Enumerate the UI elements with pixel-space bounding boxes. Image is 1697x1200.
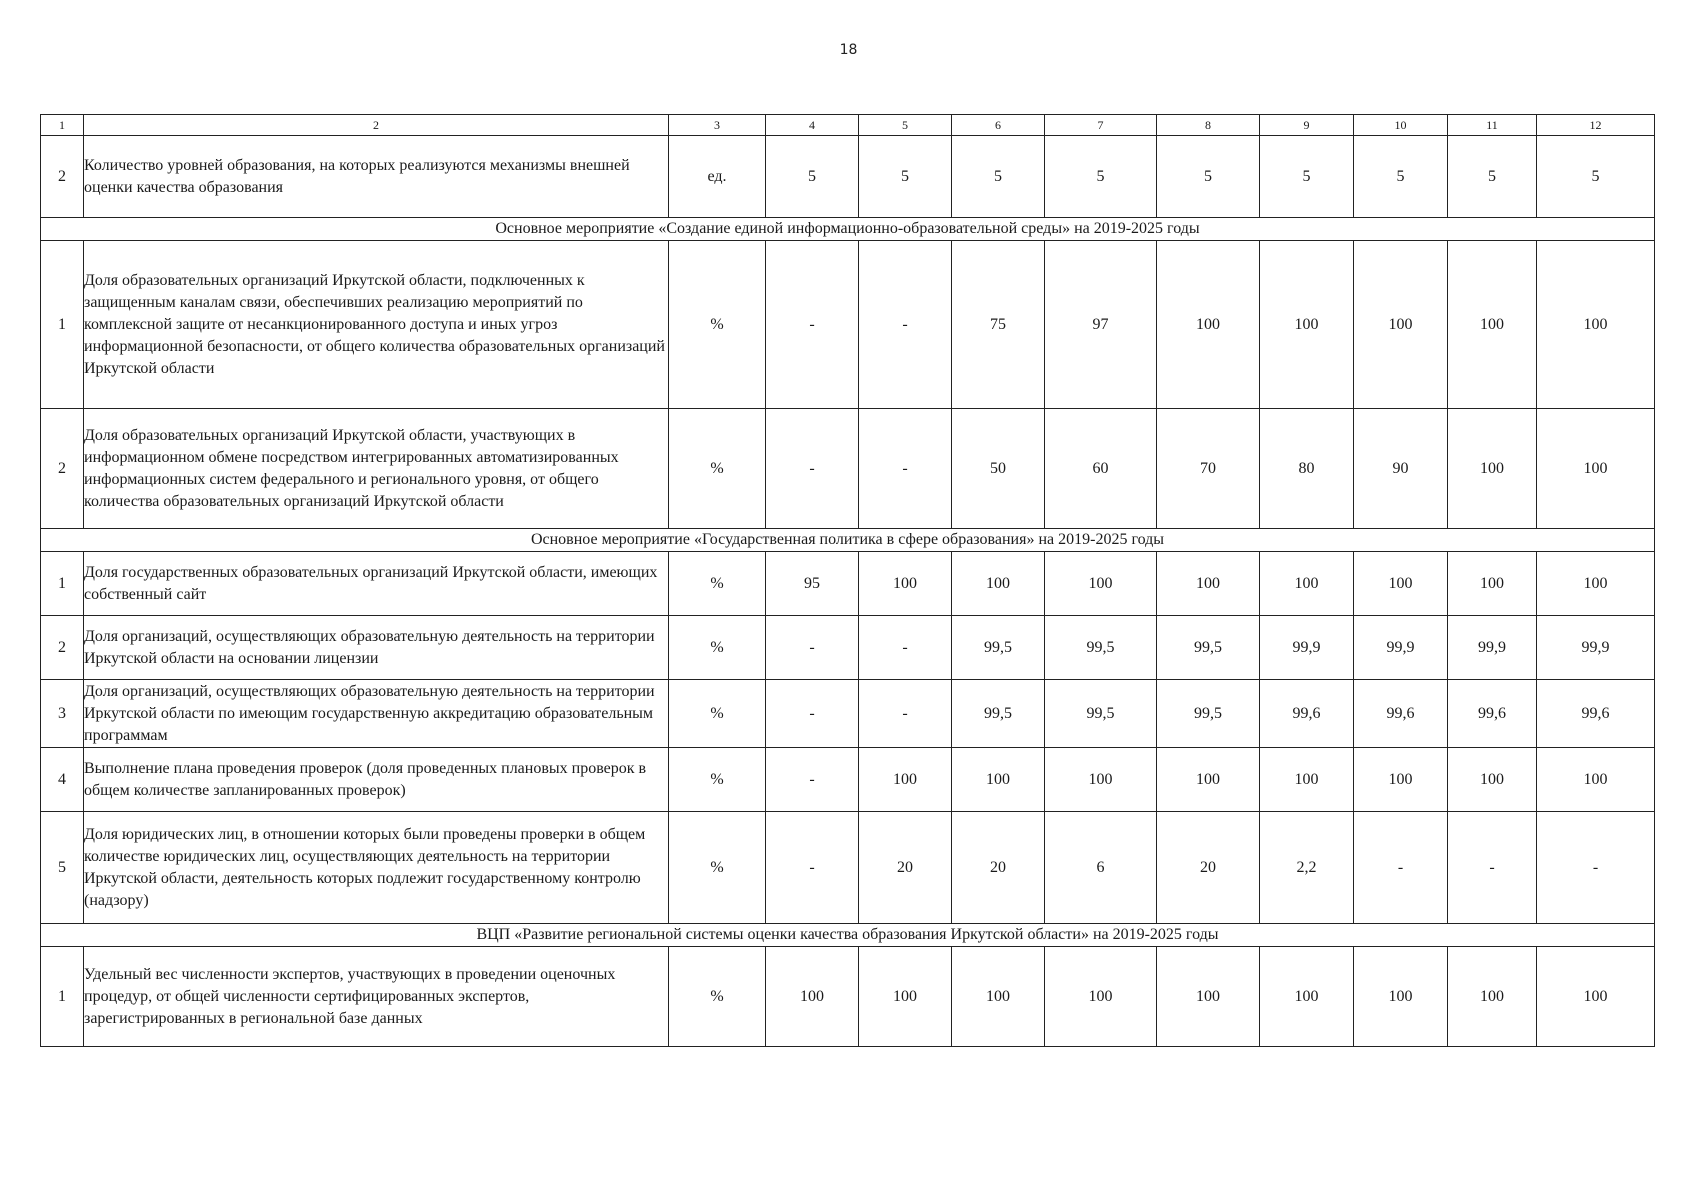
table-row xyxy=(41,947,1655,1047)
unit-of-measure: % xyxy=(669,947,766,1047)
indicator-name: Доля организаций, осуществляющих образовательную деятельность на территории Иркутской области на основании лицензии xyxy=(84,616,669,680)
unit-of-measure: % xyxy=(669,680,766,748)
indicator-value: 99,5 xyxy=(1157,680,1260,748)
indicator-value: 97 xyxy=(1045,241,1157,409)
page-number: 18 xyxy=(839,42,858,58)
section-heading-row xyxy=(41,924,1655,947)
unit-of-measure: ед. xyxy=(669,136,766,218)
indicator-value: 99,5 xyxy=(1045,680,1157,748)
table-row xyxy=(41,680,1655,748)
indicator-value: 100 xyxy=(952,552,1045,616)
indicator-value: 50 xyxy=(952,409,1045,529)
indicator-value: 6 xyxy=(1045,812,1157,924)
table-row xyxy=(41,616,1655,680)
indicator-value: 75 xyxy=(952,241,1045,409)
indicator-value: - xyxy=(766,616,859,680)
column-number: 4 xyxy=(766,115,859,136)
indicator-value: 5 xyxy=(1354,136,1448,218)
unit-of-measure: % xyxy=(669,616,766,680)
indicator-value: 100 xyxy=(1354,748,1448,812)
indicator-value: 100 xyxy=(1260,552,1354,616)
indicator-value: 100 xyxy=(1354,947,1448,1047)
indicator-value: 100 xyxy=(859,552,952,616)
indicator-value: 100 xyxy=(859,947,952,1047)
indicator-value: 99,9 xyxy=(1260,616,1354,680)
table-row xyxy=(41,552,1655,616)
row-number: 4 xyxy=(41,748,84,812)
indicator-name: Доля организаций, осуществляющих образовательную деятельность на территории Иркутской области по имеющим государственную аккредитацию образовательным программам xyxy=(84,680,669,748)
row-number: 1 xyxy=(41,241,84,409)
row-number: 2 xyxy=(41,409,84,529)
column-number: 2 xyxy=(84,115,669,136)
section-heading-row xyxy=(41,529,1655,552)
indicator-value: 5 xyxy=(1045,136,1157,218)
indicator-value: 100 xyxy=(1448,241,1537,409)
unit-of-measure: % xyxy=(669,241,766,409)
indicator-value: 5 xyxy=(952,136,1045,218)
unit-of-measure: % xyxy=(669,552,766,616)
row-number: 1 xyxy=(41,947,84,1047)
indicator-value: 100 xyxy=(1448,409,1537,529)
column-number: 3 xyxy=(669,115,766,136)
indicator-value: 95 xyxy=(766,552,859,616)
indicator-value: - xyxy=(766,680,859,748)
section-heading: Основное мероприятие «Создание единой информационно-образовательной среды» на 2019-2025 годы xyxy=(41,218,1655,241)
indicator-value: 5 xyxy=(1157,136,1260,218)
indicator-value: 99,6 xyxy=(1537,680,1655,748)
indicator-value: 100 xyxy=(1260,947,1354,1047)
indicator-name: Количество уровней образования, на которых реализуются механизмы внешней оценки качества образования xyxy=(84,136,669,218)
indicator-value: 99,9 xyxy=(1537,616,1655,680)
indicator-value: 100 xyxy=(952,748,1045,812)
column-number: 8 xyxy=(1157,115,1260,136)
column-number: 10 xyxy=(1354,115,1448,136)
indicator-value: 100 xyxy=(1448,947,1537,1047)
row-number: 2 xyxy=(41,616,84,680)
row-number: 2 xyxy=(41,136,84,218)
table-row xyxy=(41,241,1655,409)
indicator-value: 100 xyxy=(1045,947,1157,1047)
indicator-value: 100 xyxy=(1045,552,1157,616)
indicator-value: 100 xyxy=(1354,552,1448,616)
column-number: 5 xyxy=(859,115,952,136)
indicator-value: 100 xyxy=(1157,552,1260,616)
indicator-value: 100 xyxy=(1045,748,1157,812)
indicator-value: 99,5 xyxy=(1157,616,1260,680)
indicator-name: Доля государственных образовательных организаций Иркутской области, имеющих собственный сайт xyxy=(84,552,669,616)
indicator-value: 100 xyxy=(1537,409,1655,529)
indicator-value: 100 xyxy=(1448,552,1537,616)
indicator-value: 100 xyxy=(1157,947,1260,1047)
indicator-value: 100 xyxy=(1537,947,1655,1047)
indicator-value: - xyxy=(1448,812,1537,924)
indicator-value: 100 xyxy=(1448,748,1537,812)
indicator-value: 100 xyxy=(1537,241,1655,409)
column-number: 12 xyxy=(1537,115,1655,136)
column-number: 7 xyxy=(1045,115,1157,136)
indicator-value: - xyxy=(766,812,859,924)
row-number: 5 xyxy=(41,812,84,924)
table-row xyxy=(41,136,1655,218)
indicator-value: 100 xyxy=(1354,241,1448,409)
indicator-name: Доля образовательных организаций Иркутской области, подключенных к защищенным каналам связи, обеспечивших реализацию мероприятий по комплексной защите от несанкционированного доступа и иных угроз информационной безопасности, от общего количества образовательных организаций Иркутской области xyxy=(84,241,669,409)
indicator-value: 100 xyxy=(766,947,859,1047)
unit-of-measure: % xyxy=(669,748,766,812)
table-row xyxy=(41,812,1655,924)
indicator-value: - xyxy=(859,409,952,529)
indicator-value: 100 xyxy=(1260,748,1354,812)
indicator-value: 100 xyxy=(952,947,1045,1047)
indicator-value: - xyxy=(766,241,859,409)
indicator-value: - xyxy=(859,241,952,409)
indicator-value: - xyxy=(1354,812,1448,924)
indicator-name: Доля образовательных организаций Иркутской области, участвующих в информационном обмене посредством интегрированных автоматизированных информационных систем федерального и регионального уровня, от общего количества образовательных организаций Иркутской области xyxy=(84,409,669,529)
unit-of-measure: % xyxy=(669,812,766,924)
column-number: 1 xyxy=(41,115,84,136)
indicator-value: 100 xyxy=(1537,552,1655,616)
indicator-value: 100 xyxy=(1260,241,1354,409)
indicator-value: 60 xyxy=(1045,409,1157,529)
section-heading: Основное мероприятие «Государственная политика в сфере образования» на 2019-2025 годы xyxy=(41,529,1655,552)
column-number: 9 xyxy=(1260,115,1354,136)
indicator-value: 100 xyxy=(859,748,952,812)
column-number: 6 xyxy=(952,115,1045,136)
row-number: 1 xyxy=(41,552,84,616)
indicator-name: Удельный вес численности экспертов, участвующих в проведении оценочных процедур, от общей численности сертифицированных экспертов, зарегистрированных в региональной базе данных xyxy=(84,947,669,1047)
indicator-value: 99,5 xyxy=(952,680,1045,748)
column-number-row xyxy=(41,115,1655,136)
indicator-value: 99,5 xyxy=(952,616,1045,680)
indicator-value: 5 xyxy=(1448,136,1537,218)
indicator-value: 20 xyxy=(859,812,952,924)
indicator-value: 99,9 xyxy=(1354,616,1448,680)
indicator-value: 100 xyxy=(1157,748,1260,812)
indicator-value: 99,6 xyxy=(1448,680,1537,748)
indicator-value: - xyxy=(859,680,952,748)
indicator-value: 99,9 xyxy=(1448,616,1537,680)
indicator-value: 5 xyxy=(1537,136,1655,218)
indicator-value: 70 xyxy=(1157,409,1260,529)
row-number: 3 xyxy=(41,680,84,748)
indicator-value: - xyxy=(766,748,859,812)
indicator-value: - xyxy=(1537,812,1655,924)
indicator-value: 99,6 xyxy=(1354,680,1448,748)
indicator-value: 80 xyxy=(1260,409,1354,529)
indicator-value: 20 xyxy=(952,812,1045,924)
indicator-value: 99,5 xyxy=(1045,616,1157,680)
section-heading: ВЦП «Развитие региональной системы оценки качества образования Иркутской области» на 2019-2025 годы xyxy=(41,924,1655,947)
unit-of-measure: % xyxy=(669,409,766,529)
indicator-value: 2,2 xyxy=(1260,812,1354,924)
indicator-value: 100 xyxy=(1537,748,1655,812)
indicator-value: 99,6 xyxy=(1260,680,1354,748)
indicator-name: Выполнение плана проведения проверок (доля проведенных плановых проверок в общем количестве запланированных проверок) xyxy=(84,748,669,812)
indicator-value: 5 xyxy=(766,136,859,218)
indicator-value: 100 xyxy=(1157,241,1260,409)
indicator-value: - xyxy=(859,616,952,680)
indicator-value: 5 xyxy=(859,136,952,218)
table-row xyxy=(41,409,1655,529)
indicator-value: 90 xyxy=(1354,409,1448,529)
table-row xyxy=(41,748,1655,812)
indicator-name: Доля юридических лиц, в отношении которых были проведены проверки в общем количестве юридических лиц, осуществляющих деятельность на территории Иркутской области, деятельность которых подлежит государственному контролю (надзору) xyxy=(84,812,669,924)
table-body xyxy=(41,115,1655,1047)
indicator-value: 20 xyxy=(1157,812,1260,924)
indicator-value: - xyxy=(766,409,859,529)
indicator-value: 5 xyxy=(1260,136,1354,218)
section-heading-row xyxy=(41,218,1655,241)
column-number: 11 xyxy=(1448,115,1537,136)
indicators-table xyxy=(40,114,1655,1047)
